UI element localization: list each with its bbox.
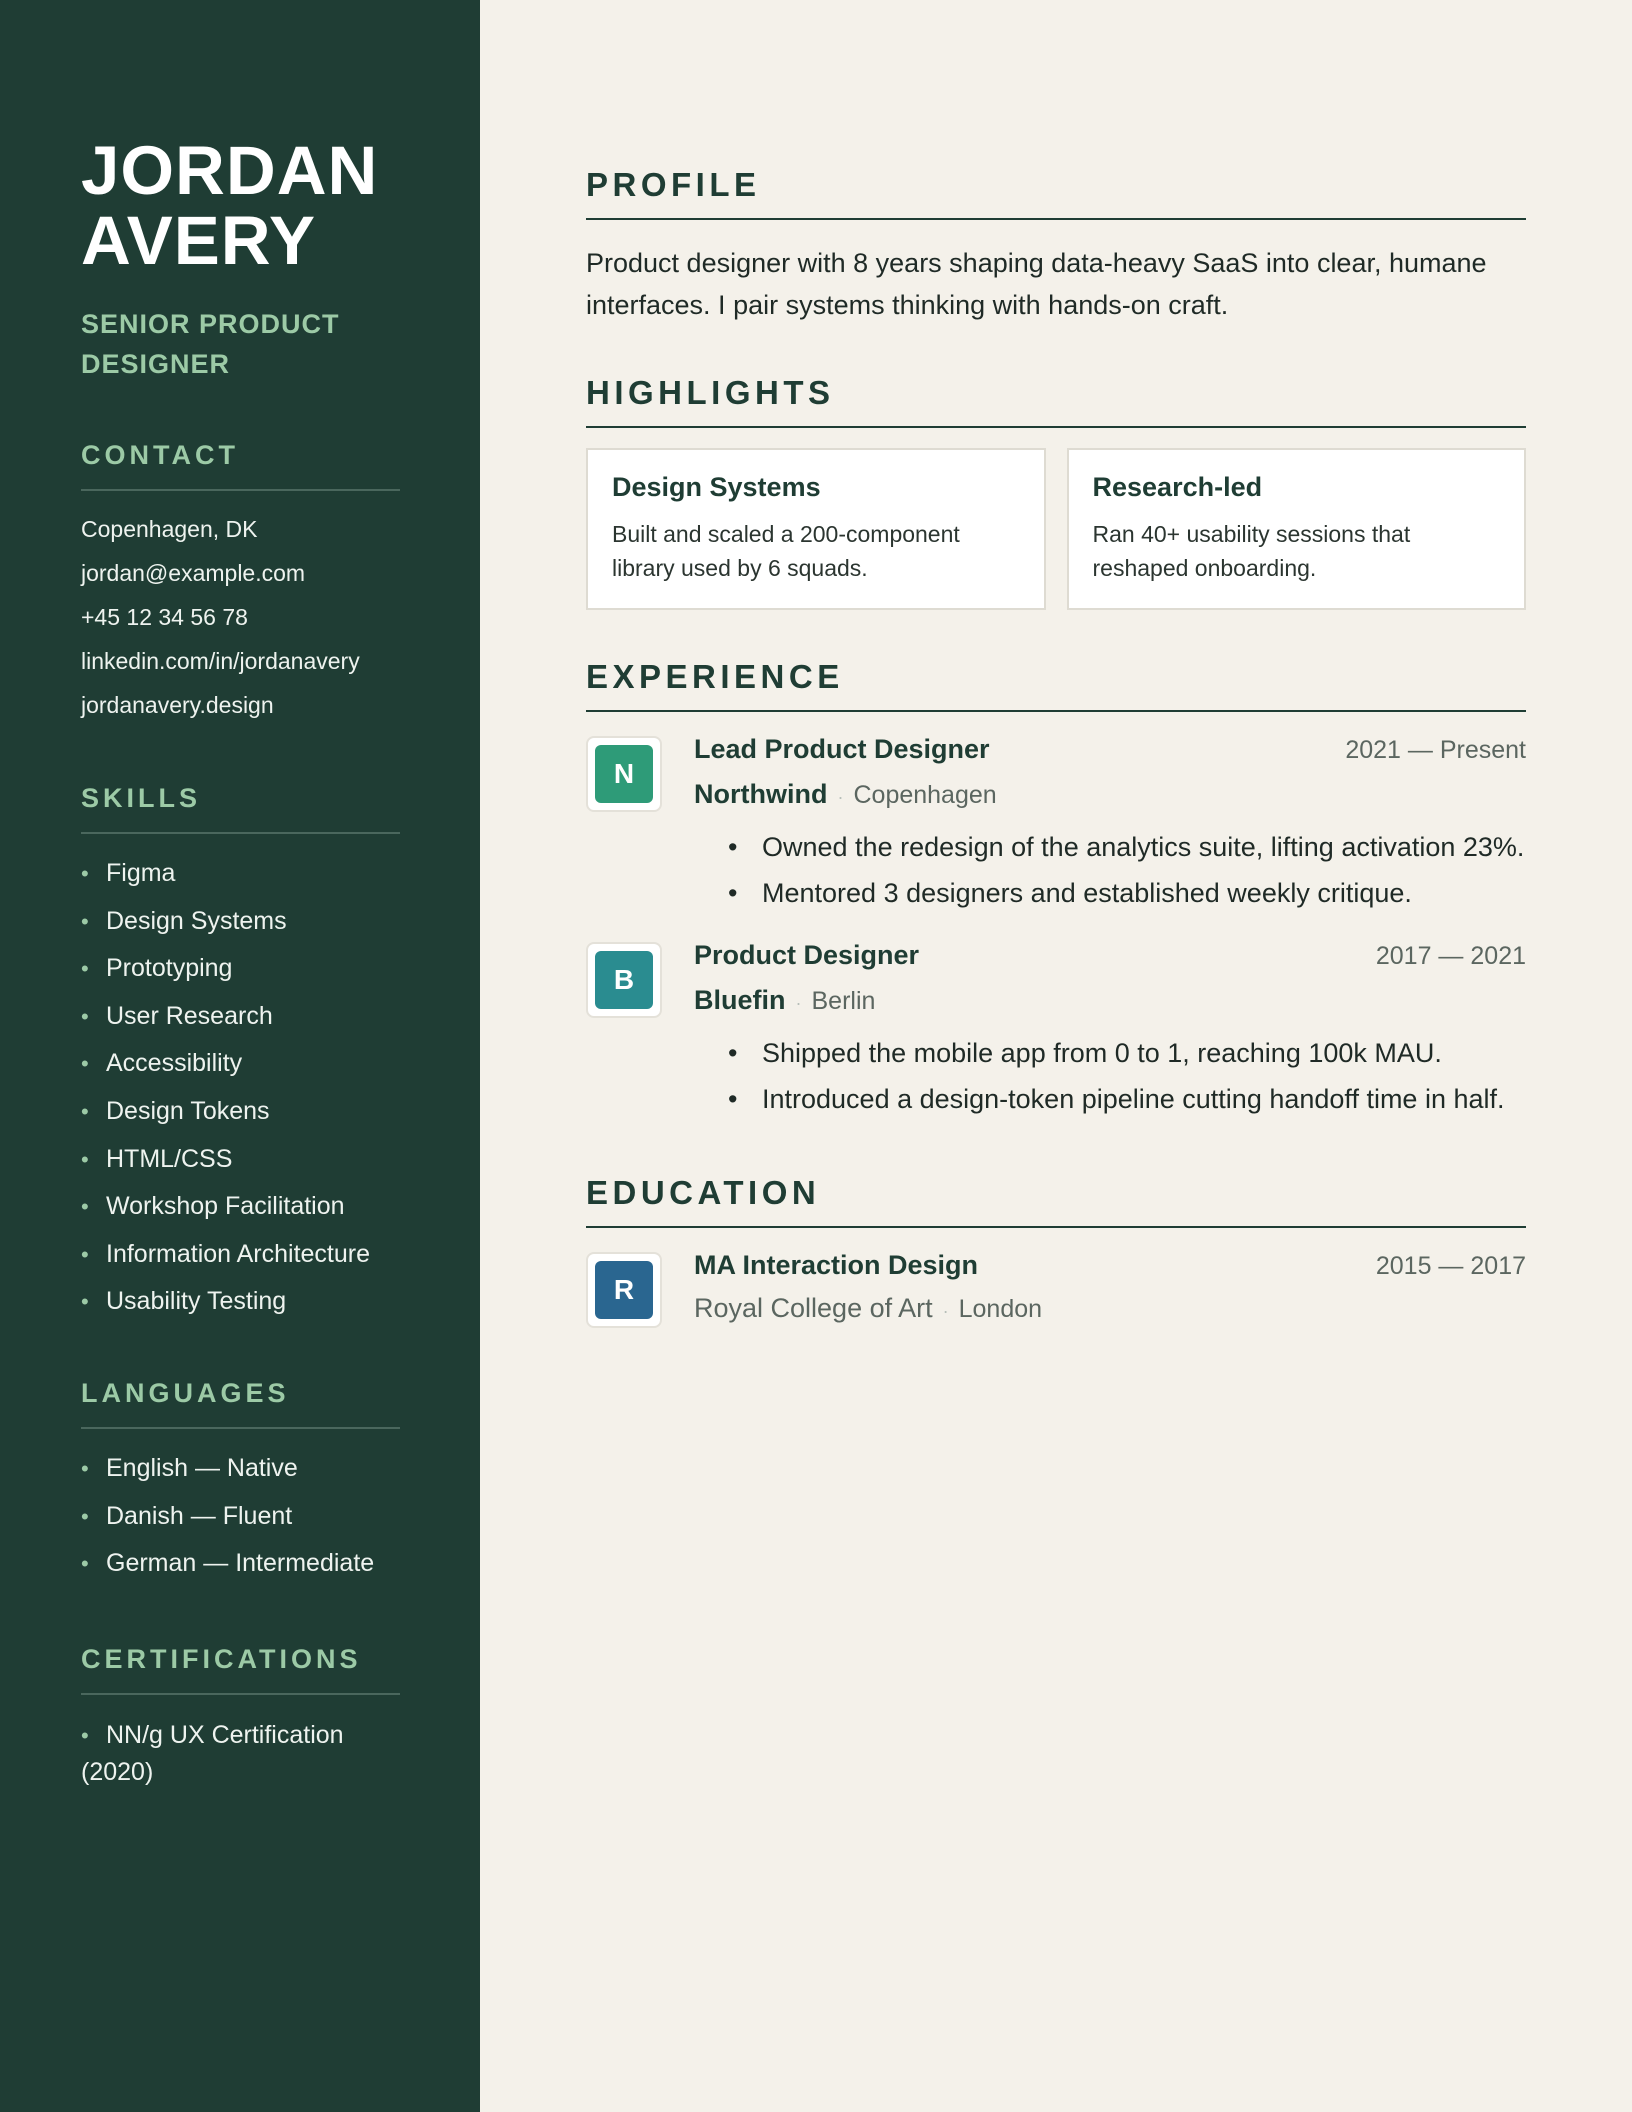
title-line-2: DESIGNER: [81, 349, 231, 379]
skill-item: • User Research: [81, 993, 399, 1041]
company-logo: [586, 942, 662, 1018]
job-dates: 2017 — 2021: [1375, 942, 1526, 970]
job-role: Lead Product Designer: [694, 734, 990, 764]
job-bullet: • Shipped the mobile app from 0 to 1, reaching 100k MAU.: [728, 1030, 1526, 1076]
skill-item: • Usability Testing: [81, 1278, 399, 1326]
education-entry: [586, 1250, 1526, 1324]
skill-item: • Information Architecture: [81, 1231, 399, 1279]
contact-phone[interactable]: +45 12 34 56 78: [81, 604, 248, 630]
education-school-line: [694, 1293, 1526, 1324]
job-dates: 2021 — Present: [1345, 736, 1526, 764]
skill-item: • Figma: [81, 850, 399, 898]
company-name: Bluefin: [694, 985, 786, 1015]
profile-text: Product designer with 8 years shaping data-heavy SaaS into clear, humane interfaces. I pair systems thinking with hands-on craft.: [586, 248, 1487, 320]
highlight-card: [1067, 448, 1527, 610]
contact-linkedin[interactable]: linkedin.com/in/jordanavery: [81, 648, 360, 674]
school-name: Royal College of Art: [694, 1293, 933, 1323]
certification-item: • NN/g UX Certification (2020): [81, 1717, 399, 1791]
contact-section: [81, 440, 399, 727]
highlight-desc: Ran 40+ usability sessions that reshaped onboarding.: [1092, 521, 1411, 581]
highlight-title: Research-led: [1092, 472, 1263, 502]
highlights-section: [586, 374, 1526, 610]
job-role: Product Designer: [694, 940, 920, 970]
job-bullet: • Owned the redesign of the analytics suite, lifting activation 23%.: [728, 824, 1526, 870]
education-dates: 2015 — 2017: [1375, 1252, 1526, 1280]
experience-heading: EXPERIENCE: [586, 658, 1526, 712]
languages-list: [81, 1445, 399, 1588]
school-logo-letter: R: [595, 1261, 653, 1319]
separator: ·: [837, 787, 844, 807]
company-logo: [586, 736, 662, 812]
certifications-section: [81, 1644, 399, 1791]
school-location: London: [958, 1295, 1043, 1323]
job-bullet: • Mentored 3 designers and established weekly critique.: [728, 870, 1526, 916]
profile-heading: PROFILE: [586, 166, 1526, 220]
job-location: Berlin: [811, 987, 876, 1015]
languages-section: [81, 1378, 399, 1588]
skills-list: [81, 850, 399, 1326]
contact-location: Copenhagen, DK: [81, 516, 258, 542]
skill-item: • Design Tokens: [81, 1088, 399, 1136]
job-org-line: [694, 985, 1526, 1016]
skill-item: • Accessibility: [81, 1040, 399, 1088]
certifications-heading: CERTIFICATIONS: [81, 1644, 400, 1695]
job-bullets: [694, 1030, 1526, 1122]
degree-title: MA Interaction Design: [694, 1250, 979, 1280]
contact-email[interactable]: jordan@example.com: [81, 560, 306, 586]
name-line-1: JORDAN: [81, 132, 379, 209]
certifications-list: [81, 1717, 399, 1791]
company-logo-letter: N: [595, 745, 653, 803]
job-entry: [586, 940, 1526, 1122]
job-location: Copenhagen: [853, 781, 997, 809]
highlight-desc: Built and scaled a 200-component library used by 6 squads.: [612, 521, 960, 581]
skill-item: • HTML/CSS: [81, 1136, 399, 1184]
highlights-heading: HIGHLIGHTS: [586, 374, 1526, 428]
separator: ·: [942, 1301, 949, 1321]
main-content: [586, 0, 1526, 1324]
name-line-2: AVERY: [81, 202, 317, 279]
highlight-card: [586, 448, 1046, 610]
contact-website[interactable]: jordanavery.design: [81, 692, 274, 718]
skills-section: [81, 783, 399, 1326]
education-heading: EDUCATION: [586, 1174, 1526, 1228]
person-title: [81, 304, 399, 384]
job-bullet: • Introduced a design-token pipeline cutting handoff time in half.: [728, 1076, 1526, 1122]
skill-item: • Design Systems: [81, 898, 399, 946]
education-section: [586, 1174, 1526, 1324]
skill-item: • Prototyping: [81, 945, 399, 993]
school-logo: [586, 1252, 662, 1328]
language-item: • English — Native: [81, 1445, 399, 1493]
separator: ·: [795, 993, 802, 1013]
language-item: • German — Intermediate: [81, 1540, 399, 1588]
person-name: [81, 132, 399, 279]
company-name: Northwind: [694, 779, 828, 809]
company-logo-letter: B: [595, 951, 653, 1009]
highlight-cards: [586, 448, 1526, 610]
skills-heading: SKILLS: [81, 783, 400, 834]
contact-list: [81, 507, 399, 727]
profile-section: [586, 166, 1526, 326]
job-org-line: [694, 779, 1526, 810]
contact-heading: CONTACT: [81, 440, 400, 491]
experience-section: [586, 658, 1526, 1122]
highlight-title: Design Systems: [612, 472, 821, 502]
languages-heading: LANGUAGES: [81, 1378, 400, 1429]
language-item: • Danish — Fluent: [81, 1493, 399, 1541]
job-bullets: [694, 824, 1526, 916]
sidebar: [0, 0, 480, 2112]
job-entry: [586, 734, 1526, 916]
title-line-1: SENIOR PRODUCT: [81, 309, 340, 339]
skill-item: • Workshop Facilitation: [81, 1183, 399, 1231]
